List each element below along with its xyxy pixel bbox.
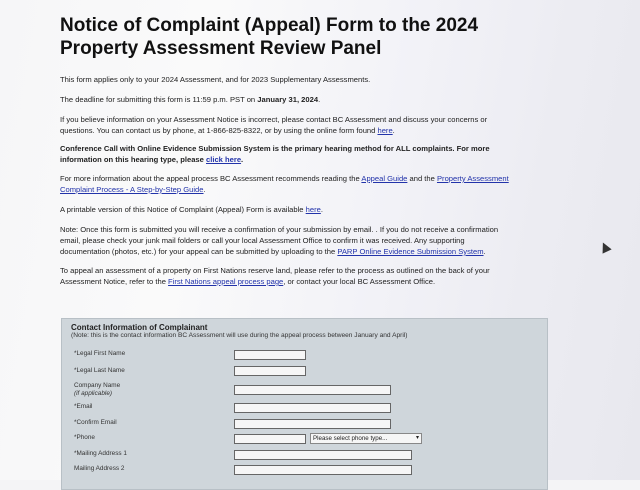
phone-input[interactable] xyxy=(234,434,306,444)
more-info-and: and the xyxy=(407,174,437,183)
more-info-period: . xyxy=(203,185,206,194)
paragraph-scope: This form applies only to your 2024 Assessment, and for 2023 Supplementary Assessments. xyxy=(60,75,371,84)
last-name-input[interactable] xyxy=(234,366,306,376)
contact-line-2: questions. You can contact us by phone, at 1-866-825-8322, or by using the online form found xyxy=(60,126,378,135)
deadline-date: January 31, 2024 xyxy=(257,95,319,104)
phone-type-value: Please select phone type... xyxy=(313,435,388,442)
first-nations-line-2: Assessment Notice, refer to the xyxy=(60,277,169,286)
conference-line-2: information on this hearing type, please xyxy=(60,155,206,164)
paragraph-deadline xyxy=(60,94,560,105)
email-input[interactable] xyxy=(234,403,391,413)
note-period: . xyxy=(483,247,486,256)
hearing-type-link[interactable]: click here xyxy=(206,155,242,164)
paragraph-contact xyxy=(60,114,560,136)
address1-input[interactable] xyxy=(234,450,412,460)
company-input[interactable] xyxy=(234,385,391,395)
note-line-1: Note: Once this form is submitted you will receive a confirmation of your submission by email. . If you do not receive a confirmation xyxy=(60,225,499,234)
main-content xyxy=(60,14,560,287)
form-title: Contact Information of Complainant xyxy=(71,323,208,332)
paragraph-more-info xyxy=(60,173,560,195)
printable-period: . xyxy=(320,205,323,214)
appeal-guide-link[interactable]: Appeal Guide xyxy=(361,174,408,183)
contact-form-link[interactable]: here xyxy=(377,126,393,135)
step-guide-link-part2[interactable]: Complaint Process - A Step-by-Step Guide xyxy=(60,185,204,194)
note-line-2: email, please check your junk mail folders or call your local Assessment Office to confirm it was received. Any supporting xyxy=(60,236,465,245)
address2-input[interactable] xyxy=(234,465,412,475)
title-line-2: Property Assessment Review Panel xyxy=(60,38,382,59)
address1-label: *Mailing Address 1 xyxy=(74,450,127,457)
address2-label: Mailing Address 2 xyxy=(74,465,125,472)
mouse-cursor-icon xyxy=(598,240,611,253)
email-label: *Email xyxy=(74,403,93,410)
printable-text: A printable version of this Notice of Complaint (Appeal) Form is available xyxy=(60,205,306,214)
printable-form-link[interactable]: here xyxy=(305,205,321,214)
title-line-1: Notice of Complaint (Appeal) Form to the 2024 xyxy=(60,15,479,36)
more-info-text: For more information about the appeal process BC Assessment recommends reading the xyxy=(60,174,362,183)
first-nations-line-1: To appeal an assessment of a property on First Nations reserve land, please refer to the process as outlined on the back of your xyxy=(60,266,490,275)
company-label-text: Company Name xyxy=(74,382,121,389)
form-note: (Note: this is the contact information BC Assessment will use during the appeal process between January and April) xyxy=(71,332,408,339)
first-nations-tail: , or contact your local BC Assessment Office. xyxy=(283,277,436,286)
first-nations-link[interactable]: First Nations appeal process page xyxy=(168,277,284,286)
paragraph-printable xyxy=(60,204,560,215)
contact-period: . xyxy=(392,126,395,135)
paragraph-first-nations xyxy=(60,265,560,287)
step-guide-link-part1[interactable]: Property Assessment xyxy=(436,174,509,183)
first-name-input[interactable] xyxy=(234,350,306,360)
deadline-period: . xyxy=(318,95,321,104)
company-label xyxy=(74,382,120,398)
contact-info-form xyxy=(61,318,548,490)
company-label-sub: (if applicable) xyxy=(74,390,113,397)
deadline-text: The deadline for submitting this form is 11:59 p.m. PST on xyxy=(60,95,258,104)
paragraph-note xyxy=(60,224,560,257)
phone-type-select[interactable] xyxy=(310,433,422,444)
note-line-3: documentation (photos, etc.) for your appeal can be submitted by uploading to the xyxy=(60,247,338,256)
last-name-label: *Legal Last Name xyxy=(74,367,125,374)
evidence-system-link[interactable]: PARP Online Evidence Submission System xyxy=(337,247,484,256)
chevron-down-icon: ▾ xyxy=(415,435,419,441)
conference-period: . xyxy=(241,155,244,164)
conference-line-1: Conference Call with Online Evidence Submission System is the primary hearing method for ALL complaints. For more xyxy=(60,144,490,153)
contact-line-1: If you believe information on your Assessment Notice is incorrect, please contact BC Assessment and discuss your concerns or xyxy=(60,115,488,124)
phone-label: *Phone xyxy=(74,434,95,441)
confirm-email-input[interactable] xyxy=(234,419,391,429)
first-name-label: *Legal First Name xyxy=(74,350,126,357)
confirm-email-label: *Confirm Email xyxy=(74,419,117,426)
page-title xyxy=(60,14,560,60)
paragraph-conference-call xyxy=(60,143,560,165)
